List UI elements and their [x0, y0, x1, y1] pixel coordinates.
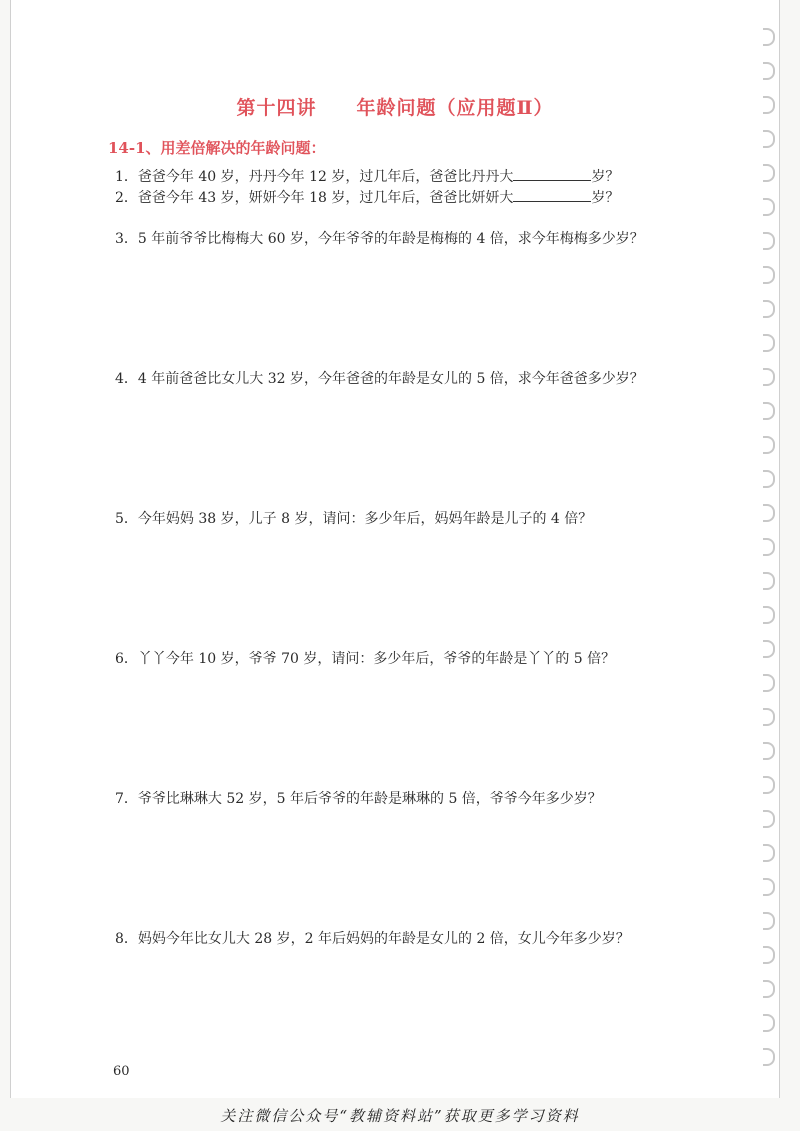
question-text: 爸爸今年 43 岁，妍妍今年 18 岁，过几年后，爸爸比妍妍大 [137, 190, 514, 206]
question-6 [115, 650, 615, 668]
question-number: 8． [115, 931, 138, 947]
binder-ring [763, 572, 775, 590]
question-text: 妈妈今年比女儿大 28 岁，2 年后妈妈的年龄是女儿的 2 倍，女儿今年多少岁？ [137, 931, 630, 947]
binder-ring [763, 300, 775, 318]
question-number: 1． [115, 169, 138, 185]
binder-ring [763, 742, 775, 760]
question-text: 爷爷比琳琳大 52 岁，5 年后爷爷的年龄是琳琳的 5 倍，爷爷今年多少岁？ [137, 791, 602, 807]
binder-ring [763, 912, 775, 930]
binder-ring [763, 130, 775, 148]
answer-blank [513, 189, 591, 202]
question-8 [115, 930, 630, 948]
answer-blank [513, 168, 591, 181]
section-heading: 14-1、用差倍解决的年龄问题： [108, 139, 326, 157]
binder-ring [763, 946, 775, 964]
question-5 [115, 510, 592, 528]
question-number: 3． [115, 231, 138, 247]
question-number: 4． [115, 371, 138, 387]
binder-ring [763, 844, 775, 862]
binder-ring [763, 980, 775, 998]
question-number: 7． [115, 791, 138, 807]
binder-ring [763, 402, 775, 420]
question-text: 4 年前爸爸比女儿大 32 岁，今年爸爸的年龄是女儿的 5 倍，求今年爸爸多少岁？ [137, 371, 644, 387]
question-text: 5 年前爷爷比梅梅大 60 岁，今年爷爷的年龄是梅梅的 4 倍，求今年梅梅多少岁？ [137, 231, 644, 247]
binder-ring [763, 1014, 775, 1032]
question-3 [115, 230, 644, 248]
question-4 [115, 370, 644, 388]
question-text: 今年妈妈 38 岁，儿子 8 岁，请问：多少年后，妈妈年龄是儿子的 4 倍？ [137, 511, 593, 527]
question-number: 2． [115, 190, 138, 206]
binder-ring [763, 368, 775, 386]
question-number: 5． [115, 511, 138, 527]
question-2 [115, 189, 619, 207]
binder-ring [763, 436, 775, 454]
binder-ring [763, 538, 775, 556]
question-text: 丫丫今年 10 岁，爷爷 70 岁，请问：多少年后，爷爷的年龄是丫丫的 5 倍？ [137, 651, 616, 667]
question-number: 6． [115, 651, 138, 667]
question-1 [115, 168, 619, 186]
question-7 [115, 790, 602, 808]
question-text-end: 岁？ [591, 169, 620, 185]
binder-ring [763, 198, 775, 216]
binder-ring [763, 164, 775, 182]
binder-ring [763, 606, 775, 624]
binder-ring [763, 266, 775, 284]
binder-ring [763, 708, 775, 726]
binder-ring [763, 334, 775, 352]
binder-ring [763, 232, 775, 250]
page-number: 60 [113, 1064, 130, 1079]
question-text-end: 岁？ [591, 190, 620, 206]
binder-ring [763, 470, 775, 488]
binder-ring [763, 810, 775, 828]
binder-rings [757, 0, 779, 1098]
page-title: 第十四讲 年龄问题（应用题Ⅱ） [236, 97, 554, 119]
binder-ring [763, 640, 775, 658]
binder-ring [763, 878, 775, 896]
binder-ring [763, 62, 775, 80]
document-page [10, 0, 780, 1098]
binder-ring [763, 1048, 775, 1066]
binder-ring [763, 776, 775, 794]
binder-ring [763, 504, 775, 522]
binder-ring [763, 674, 775, 692]
question-text: 爸爸今年 40 岁，丹丹今年 12 岁，过几年后，爸爸比丹丹大 [137, 169, 514, 185]
binder-ring [763, 28, 775, 46]
footer-watermark-text: 关注微信公众号“教辅资料站”获取更多学习资料 [220, 1107, 580, 1125]
